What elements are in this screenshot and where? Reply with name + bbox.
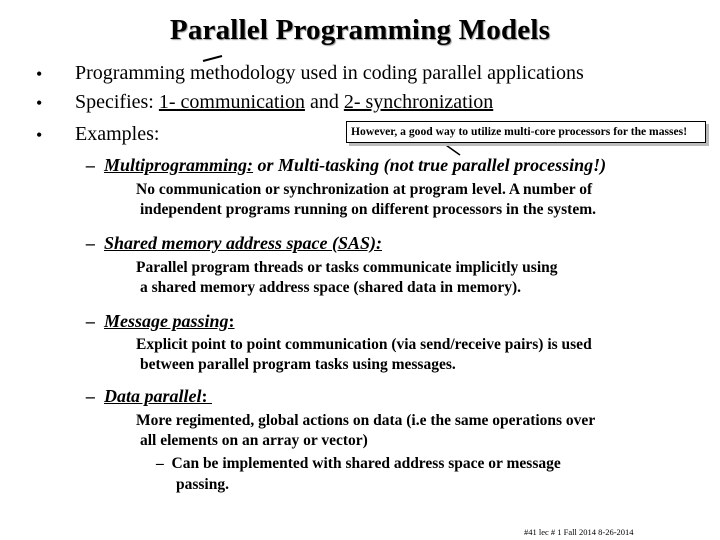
message-passing-colon: : xyxy=(228,311,235,331)
bullet-methodology: Programming methodology used in coding parallel applications xyxy=(75,62,584,84)
data-parallel-label: Data parallel xyxy=(104,386,202,406)
bullet-marker: • xyxy=(36,64,43,84)
specifies-prefix: Specifies: xyxy=(75,91,159,113)
specifies-communication: 1- communication xyxy=(158,91,305,113)
data-parallel-line-1: More regimented, global actions on data (i.e the same operations over xyxy=(136,412,596,429)
slide-title: Parallel Programming Models xyxy=(169,14,551,46)
example-message-passing xyxy=(86,311,235,332)
callout-box: However, a good way to utilize multi-core processors for the masses! xyxy=(346,121,706,143)
example-shared-memory xyxy=(86,233,382,254)
slide-footer: #41 lec # 1 Fall 2014 8-26-2014 xyxy=(524,527,634,537)
title-callout-stroke xyxy=(203,56,222,61)
multiprogramming-line-2: independent programs running on different processors in the system. xyxy=(140,201,596,218)
dash-marker: – xyxy=(156,455,164,472)
bullet-examples: Examples: xyxy=(75,123,160,145)
bullet-marker: • xyxy=(36,93,43,113)
multiprogramming-label: Multiprogramming: xyxy=(104,155,254,175)
multiprogramming-suffix: or Multi-tasking (not true parallel processing!) xyxy=(253,155,607,175)
dash-marker: – xyxy=(86,233,95,253)
multiprogramming-line-1: No communication or synchronization at program level. A number of xyxy=(136,181,593,198)
bullet-marker: • xyxy=(36,125,43,145)
dash-marker: – xyxy=(86,386,95,406)
specifies-and: and xyxy=(304,91,344,113)
dash-marker: – xyxy=(86,311,95,331)
shared-memory-line-1: Parallel program threads or tasks communicate implicitly using xyxy=(136,259,558,276)
bullet-specifies xyxy=(75,91,493,114)
example-multiprogramming xyxy=(86,155,606,176)
message-passing-line-1: Explicit point to point communication (via send/receive pairs) is used xyxy=(136,336,592,353)
message-passing-label: Message passing xyxy=(104,311,229,331)
message-passing-line-2: between parallel program tasks using messages. xyxy=(140,356,456,373)
example-data-parallel xyxy=(86,386,212,407)
callout-pointer xyxy=(443,143,460,155)
data-parallel-subpoint-1 xyxy=(156,455,561,473)
dash-marker: – xyxy=(86,155,95,175)
specifies-synchronization: 2- synchronization xyxy=(343,91,494,113)
shared-memory-label: Shared memory address space (SAS): xyxy=(104,233,382,253)
data-parallel-subpoint-2: passing. xyxy=(176,476,229,493)
shared-memory-line-2: a shared memory address space (shared data in memory). xyxy=(140,279,522,296)
data-parallel-subpoint-text: Can be implemented with shared address space or message xyxy=(171,455,561,472)
data-parallel-line-2: all elements on an array or vector) xyxy=(140,432,368,449)
data-parallel-colon: : xyxy=(201,386,208,406)
